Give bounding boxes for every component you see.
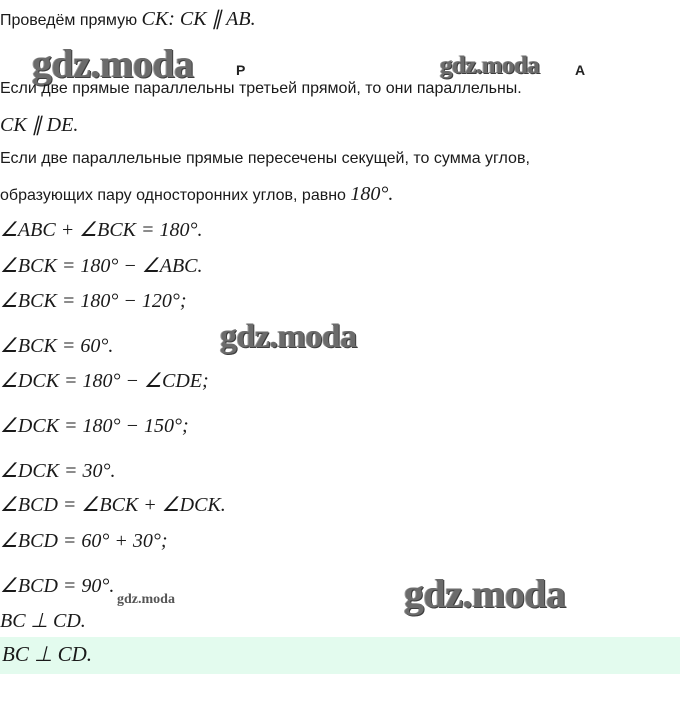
- watermark-logo-small: gdz.moda: [117, 592, 175, 607]
- equation-line-10: ∠BCD = 90°.: [0, 575, 115, 597]
- equation-line-9: ∠BCD = 60° + 30°;: [0, 530, 168, 552]
- statement-line-4: Если две параллельные прямые пересечены секущей, то сумма углов,: [0, 150, 530, 167]
- cropped-glyph-1: Р: [236, 62, 246, 78]
- equation-line-3: ∠BCK = 180° − 120°;: [0, 290, 187, 312]
- equation-line-8: ∠BCD = ∠BCK + ∠DCK.: [0, 494, 226, 516]
- statement-line-5: [0, 183, 393, 206]
- equation-line-11: BC ⊥ CD.: [0, 610, 86, 632]
- watermark-logo-2: gdz.moda: [440, 52, 540, 79]
- statement-line-1: [0, 6, 256, 31]
- equation-line-1: ∠ABC + ∠BCK = 180°.: [0, 219, 203, 241]
- statement-line-5-text: образующих пару односторонних углов, равно: [0, 187, 351, 204]
- statement-line-5-math: 180°.: [350, 183, 394, 205]
- statement-line-1-text: Проведём прямую: [0, 12, 142, 29]
- statement-line-3: CK ∥ DE.: [0, 114, 79, 136]
- equation-line-2: ∠BCK = 180° − ∠ABC.: [0, 255, 203, 277]
- equation-line-4: ∠BCK = 60°.: [0, 335, 114, 357]
- watermark-logo-1: gdz.moda: [32, 41, 194, 86]
- statement-line-1-math: CK: CK ∥ AB.: [141, 8, 256, 30]
- answer-text: BC ⊥ CD.: [2, 642, 93, 666]
- answer-box: [0, 637, 680, 674]
- equation-line-7: ∠DCK = 30°.: [0, 460, 116, 482]
- equation-line-5: ∠DCK = 180° − ∠CDE;: [0, 370, 209, 392]
- statement-line-2: Если две прямые параллельны третьей прямой, то они параллельны.: [0, 80, 522, 97]
- watermark-logo-3: gdz.moda: [220, 318, 357, 355]
- cropped-glyph-2: А: [575, 62, 586, 78]
- equation-line-6: ∠DCK = 180° − 150°;: [0, 415, 189, 437]
- watermark-logo-4: gdz.moda: [404, 571, 566, 616]
